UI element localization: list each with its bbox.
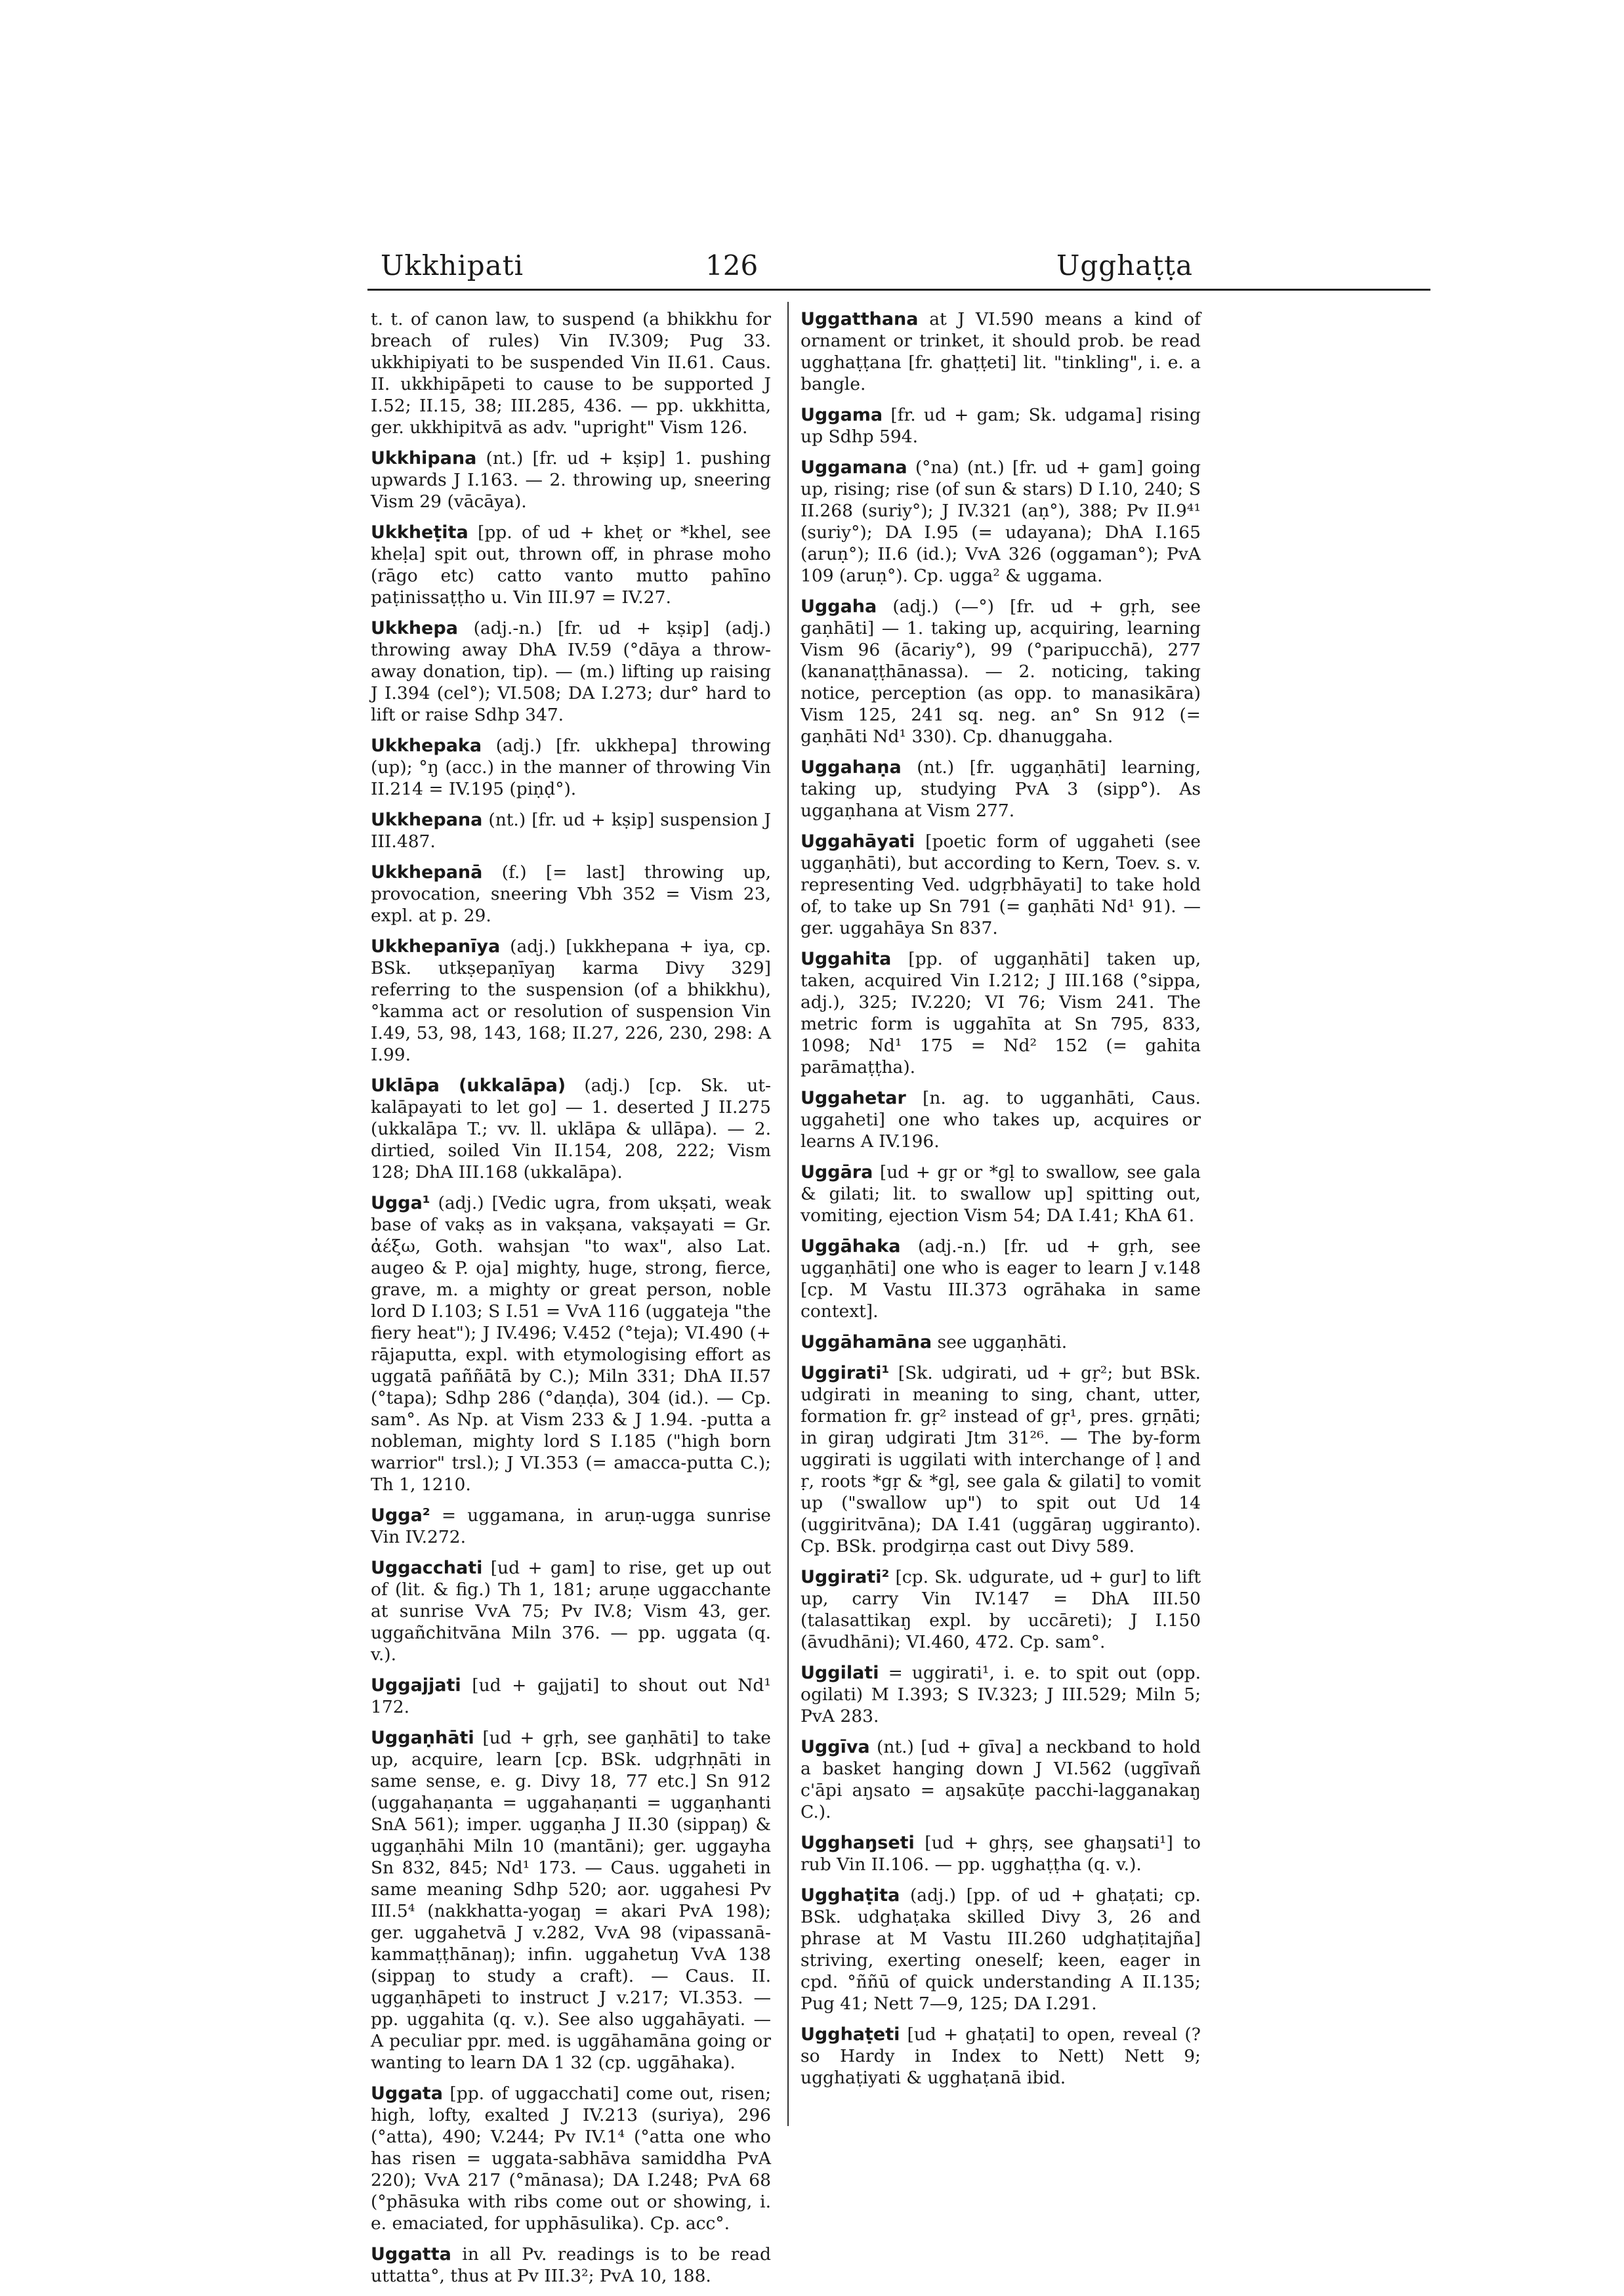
entry-text: [n. ag. to ugganhāti, Caus. uggaheti] one who takes up, acquires or learns A IV.196. (801, 1088, 1201, 1152)
entry-headword: Uggaha (801, 596, 877, 617)
entry-headword: Uggahāyati (801, 831, 915, 852)
dictionary-entry (371, 1192, 771, 1495)
header-rule (367, 289, 1430, 291)
entry-headword: Ukkhepanā (371, 862, 483, 883)
dictionary-entry (801, 1236, 1201, 1322)
dictionary-entry (801, 2024, 1201, 2089)
entry-text: (adj.-n.) [fr. ud + gṛh, see uggaṇhāti] one who is eager to learn J v.148 [cp. M Vastu III.373 ogrāhaka in same context]. (801, 1236, 1201, 1322)
dictionary-entry (801, 1087, 1201, 1152)
entry-headword: Uggacchati (371, 1558, 483, 1578)
entry-headword: Uggata (371, 2083, 443, 2104)
entry-headword: Uklāpa (ukkalāpa) (371, 1075, 566, 1096)
entry-headword: Ukkhepaka (371, 736, 482, 756)
dictionary-entry (801, 1161, 1201, 1226)
entry-text: [cp. Sk. udgurate, ud + gur] to lift up, carry Vin IV.147 = DhA III.50 (talasattikaŋ expl. by uccāreti); J I.150 (āvudhāni); VI.460, 472. Cp. sam°. (801, 1567, 1201, 1652)
dictionary-entry (801, 1885, 1201, 2014)
entry-text: [ud + gṛh, see gaṇhāti] to take up, acquire, learn [cp. BSk. udgṛhṇāti in same sense, e. g. Divy 18, 77 etc.] Sn 912 (uggahaṇanta = uggahaṇanti = uggaṇhanti SnA 561); imper. uggaṇha J II.30 (sippaŋ) & uggaṇhāhi Miln 10 (mantāni); ger. uggayha Sn 832, 845; Nd¹ 173. — Caus. uggaheti in same meaning Sdhp 520; aor. uggahesi Pv III.5⁴ (nakkhatta-yogaŋ = akari PvA 198); ger. uggahetvā J v.282, VvA 98 (vipassanā-kammaṭṭhānaŋ); infin. uggahetuŋ VvA 138 (sippaŋ to study a craft). — Caus. II. uggaṇhāpeti to instruct J v.217; VI.353. — pp. uggahita (q. v.). See also uggahāyati. — A peculiar ppr. med. is uggāhamāna going or wanting to learn DA 1 32 (cp. uggāhaka). (371, 1728, 771, 2073)
dictionary-entry (371, 1727, 771, 2074)
column-divider (787, 302, 789, 2126)
dictionary-entry (801, 308, 1201, 395)
left-running-headword: Ukkhipati (381, 249, 524, 282)
entry-headword: Ukkheṭita (371, 522, 468, 543)
entry-headword: Uggajjati (371, 1675, 461, 1696)
entry-text: (adj.-n.) [fr. ud + kṣip] (adj.) throwing away DhA IV.59 (°dāya a throw-away donation, tip). — (m.) lifting up raising J I.394 (cel°); VI.508; DA I.273; dur° hard to lift or raise Sdhp 347. (371, 618, 771, 725)
entry-headword: Uggāra (801, 1162, 873, 1182)
dictionary-entry (371, 1675, 771, 1718)
dictionary-entry (371, 2083, 771, 2234)
entry-text: [poetic form of uggaheti (see uggaṇhāti), but according to Kern, Toev. s. v. representing Ved. udgṛbhāyati] to take hold of, to take up Sn 791 (= gaṇhāti Nd¹ 91). — ger. uggahāya Sn 837. (801, 831, 1201, 938)
dictionary-entry (801, 831, 1201, 939)
entry-text: at J VI.590 means a kind of ornament or trinket, it should prob. be read ugghaṭṭana [fr. ghaṭṭeti] lit. "tinkling", i. e. a bangle. (801, 309, 1201, 394)
entry-headword: Uggama (801, 405, 883, 425)
entry-text: (adj.) [Vedic ugra, from ukṣati, weak base of vakṣ as in vakṣana, vakṣayati = Gr. ἀέξω, Goth. wahsjan "to wax", also Lat. augeo & P. oja] mighty, huge, strong, fierce, grave, m. a mighty or great person, noble lord D I.103; S I.51 = VvA 116 (uggateja "the fiery heat"); J IV.496; V.452 (°teja); VI.490 (+ rājaputta, expl. with etymologising effort as uggatā paññātā by C.); Miln 331; DhA II.57 (°tapa); Sdhp 286 (°daṇḍa), 304 (id.). — Cp. sam°. As Np. at Vism 233 & J 1.94. -putta a nobleman, mighty lord S I.185 ("high born warrior" trsl.); J VI.353 (= amacca-putta C.); Th 1, 1210. (371, 1193, 771, 1495)
entry-headword: Uggirati² (801, 1567, 890, 1587)
entry-text: (adj.) (—°) [fr. ud + gṛh, see gaṇhāti] — 1. taking up, acquiring, learning Vism 96 (ācariy°), 99 (°paripucchā), 277 (kananaṭṭhānassa). — 2. noticing, taking notice, perception (as opp. to manasikāra) Vism 125, 241 sq. neg. an° Sn 912 (= gaṇhāti Nd¹ 330). Cp. dhanuggaha. (801, 596, 1201, 747)
dictionary-entry (801, 1832, 1201, 1875)
entry-headword: Ugga¹ (371, 1193, 430, 1213)
entry-headword: Ukkhepa (371, 618, 458, 638)
entry-text: (nt.) [fr. ud + kṣip] 1. pushing upwards J I.163. — 2. throwing up, sneering Vism 29 (vācāya). (371, 448, 771, 512)
dictionary-entry (371, 862, 771, 927)
entry-headword: Ukkhepanīya (371, 936, 501, 957)
entry-text: [ud + ghṛṣ, see ghaŋsati¹] to rub Vin II.106. — pp. ugghaṭṭha (q. v.). (801, 1833, 1201, 1875)
entry-headword: Ugghaṭeti (801, 2024, 900, 2045)
entry-text: [ud + ghaṭati] to open, reveal (? so Hardy in Index to Nett) Nett 9; ugghaṭiyati & ugghaṭanā ibid. (801, 2024, 1201, 2088)
entry-text: (°na) (nt.) [fr. ud + gam] going up, rising; rise (of sun & stars) D I.10, 240; S II.268 (suriy°); J IV.321 (aṇ°), 388; Pv II.9⁴¹ (suriy°); DA I.95 (= udayana); DhA I.165 (aruṇ°); II.6 (id.); VvA 326 (oggaman°); PvA 109 (aruṇ°). Cp. ugga² & uggama. (801, 457, 1201, 586)
dictionary-entry (801, 1662, 1201, 1727)
entry-text: (nt.) [fr. ud + kṣip] suspension J III.487. (371, 810, 771, 852)
entry-headword: Uggāhamāna (801, 1332, 932, 1352)
entry-headword: Ugghaṭita (801, 1885, 900, 1906)
entry-text: (nt.) [ud + gīva] a neckband to hold a basket hanging down J VI.562 (uggīvañ c'āpi aŋsato = aŋsakūṭe pacchi-lagganakaŋ C.). (801, 1737, 1201, 1822)
entry-headword: Uggīva (801, 1737, 870, 1757)
dictionary-entry (371, 936, 771, 1066)
dictionary-entry (801, 596, 1201, 747)
left-column (371, 308, 771, 2296)
dictionary-entry (801, 1736, 1201, 1823)
entry-text: [ud + gṛ or *gḷ to swallow, see gala & gilati; lit. to swallow up] spitting out, vomiting, ejection Vism 54; DA I.41; KhA 61. (801, 1162, 1201, 1226)
entry-headword: Ugga² (371, 1505, 430, 1526)
dictionary-entry (371, 448, 771, 512)
dictionary-entry (801, 1362, 1201, 1557)
dictionary-entry (371, 735, 771, 800)
page-number: 126 (705, 249, 759, 282)
right-running-headword: Ugghaṭṭa (1056, 249, 1194, 282)
dictionary-entry (371, 1505, 771, 1548)
dictionary-entry (801, 1331, 1201, 1353)
entry-headword: Uggilati (801, 1663, 879, 1683)
dictionary-entry (801, 404, 1201, 448)
entry-headword: Uggatta (371, 2244, 451, 2265)
entry-headword: Uggaṇhāti (371, 1728, 474, 1748)
entry-text: [fr. ud + gam; Sk. udgama] rising up Sdhp 594. (801, 405, 1201, 447)
dictionary-entry (801, 1566, 1201, 1653)
entry-text: [ud + gam] to rise, get up out of (lit. & fig.) Th 1, 181; aruṇe uggacchante at sunrise VvA 75; Pv IV.8; Vism 43, ger. uggañchitvāna Miln 376. — pp. uggata (q. v.). (371, 1558, 771, 1665)
entry-text: (adj.) [pp. of ud + ghaṭati; cp. BSk. udghaṭaka skilled Divy 3, 26 and phrase at M Vastu III.260 udghaṭitajña] striving, exerting oneself; keen, eager in cpd. °ññū of quick understanding A II.135; Pug 41; Nett 7—9, 125; DA I.291. (801, 1885, 1201, 2014)
entry-text: see uggaṇhāti. (937, 1332, 1068, 1352)
entry-headword: Uggatthana (801, 309, 919, 329)
entry-headword: Ukkhipana (371, 448, 477, 469)
entry-text: = uggirati¹, i. e. to spit out (opp. ogilati) M I.393; S IV.323; J III.529; Miln 5; PvA 283. (801, 1663, 1201, 1726)
entry-text: (f.) [= last] throwing up, provocation, sneering Vbh 352 = Vism 23, expl. at p. 29. (371, 862, 771, 926)
entry-text: [pp. of ud + kheṭ or *khel, see kheḷa] spit out, thrown off, in phrase moho (rāgo etc) catto vanto mutto pahīno paṭinissaṭṭho u. Vin III.97 = IV.27. (371, 522, 771, 608)
entry-text: t. t. of canon law, to suspend (a bhikkhu for breach of rules) Vin IV.309; Pug 33. ukkhipiyati to be suspended Vin II.61. Caus. II. ukkhipāpeti to cause to be supported J I.52; II.15, 38; III.285, 436. — pp. ukkhitta, ger. ukkhipitvā as adv. "upright" Vism 126. (371, 309, 771, 438)
entry-headword: Uggāhaka (801, 1236, 901, 1257)
entry-text: [pp. of uggacchati] come out, risen; high, lofty, exalted J IV.213 (suriya), 296 (°atta), 490; V.244; Pv IV.1⁴ (°atta one who has risen = uggata-sabhāva samiddha PvA 220); VvA 217 (°mānasa); DA I.248; PvA 68 (°phāsuka with ribs come out or showing, i. e. emaciated, for upphāsulika). Cp. acc°. (371, 2083, 771, 2234)
entry-text: [ud + gajjati] to shout out Nd¹ 172. (371, 1675, 771, 1717)
dictionary-entry (801, 757, 1201, 822)
entry-text: in all Pv. readings is to be read uttatta°, thus at Pv III.3²; PvA 10, 188. (371, 2244, 771, 2286)
entry-headword: Ukkhepana (371, 810, 483, 830)
dictionary-entry (371, 2244, 771, 2287)
dictionary-entry (371, 522, 771, 608)
entry-headword: Uggamana (801, 457, 907, 478)
entry-text: (nt.) [fr. uggaṇhāti] learning, taking up, studying PvA 3 (sipp°). As uggaṇhana at Vism 277. (801, 757, 1201, 821)
entry-headword: Uggahetar (801, 1088, 906, 1108)
entry-text: (adj.) [fr. ukkhepa] throwing (up); °ŋ (acc.) in the manner of throwing Vin II.214 = IV.195 (piṇḍ°). (371, 736, 771, 799)
dictionary-entry (371, 1075, 771, 1183)
dictionary-entry (371, 617, 771, 726)
entry-text: [pp. of uggaṇhāti] taken up, taken, acquired Vin I.212; J III.168 (°sippa, adj.), 325; IV.220; VI 76; Vism 241. The metric form is uggahīta at Sn 795, 833, 1098; Nd¹ 175 = Nd² 152 (= gahita parāmaṭṭha). (801, 949, 1201, 1077)
dictionary-entry (801, 948, 1201, 1078)
entry-headword: Uggirati¹ (801, 1363, 890, 1383)
dictionary-entry (371, 809, 771, 852)
right-column (801, 308, 1201, 2098)
entry-text: = uggamana, in aruṇ-ugga sunrise Vin IV.272. (371, 1505, 771, 1547)
entry-text: (adj.) [ukkhepana + iya, cp. BSk. utkṣepaṇīyaŋ karma Divy 329] referring to the suspension (of a bhikkhu), °kamma act or resolution of suspension Vin I.49, 53, 98, 143, 168; II.27, 226, 230, 298: A I.99. (371, 936, 771, 1065)
entry-headword: Uggahaṇa (801, 757, 902, 778)
entry-text: (adj.) [cp. Sk. ut-kalāpayati to let go] — 1. deserted J II.275 (ukkalāpa T.; vv. ll. uklāpa & ullāpa). — 2. dirtied, soiled Vin II.154, 208, 222; Vism 128; DhA III.168 (ukkalāpa). (371, 1075, 771, 1182)
entry-text: [Sk. udgirati, ud + gṛ²; but BSk. udgirati in meaning to sing, chant, utter, formation fr. gṛ² instead of gṛ¹, pres. gṛṇāti; in giraŋ udgirati Jtm 31²⁶. — The by-form uggirati is uggilati with interchange of ḷ and ṛ, roots *gṛ & *gḷ, see gala & gilati] to vomit up ("swallow up") to spit out Ud 14 (uggiritvāna); DA I.41 (uggāraŋ uggiranto). Cp. BSk. prodgirṇa cast out Divy 589. (801, 1363, 1201, 1556)
dictionary-entry (371, 1557, 771, 1665)
dictionary-entry (371, 308, 771, 438)
entry-headword: Ugghaŋseti (801, 1833, 915, 1853)
dictionary-entry (801, 457, 1201, 587)
entry-headword: Uggahita (801, 949, 892, 969)
